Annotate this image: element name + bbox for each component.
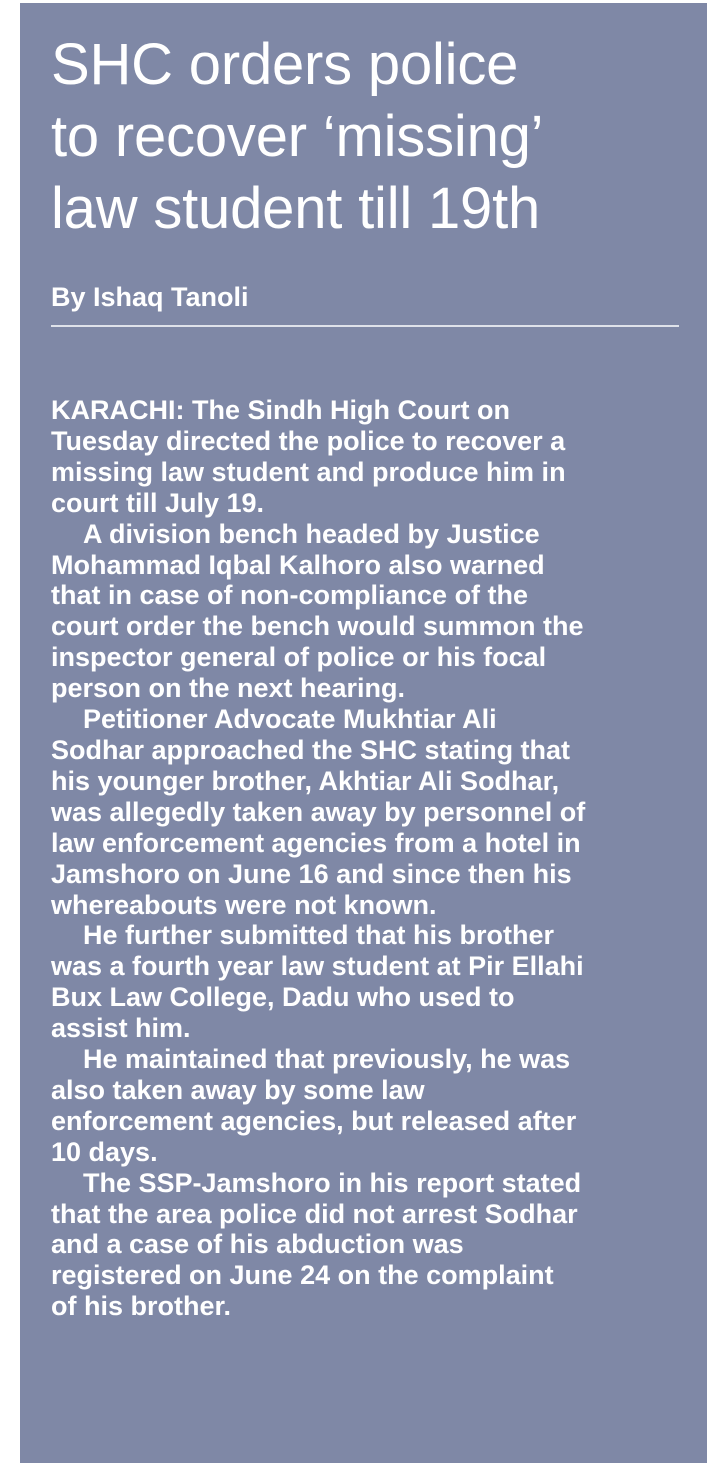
article-line: assist him.: [51, 1013, 191, 1044]
article-line: He maintained that previously, he was: [83, 1044, 571, 1075]
article-line: A division bench headed by Justice: [83, 518, 540, 549]
article-line: registered on June 24 on the complaint: [51, 1260, 554, 1291]
article-line: Bux Law College, Dadu who used to: [51, 982, 515, 1013]
headline-line: to recover ‘missing’: [51, 104, 544, 169]
article-line: inspector general of police or his focal: [51, 642, 547, 673]
article-line: that in case of non-compliance of the: [51, 580, 529, 611]
article-line: of his brother.: [51, 1291, 232, 1322]
article-line: also taken away by some law: [51, 1074, 425, 1105]
article-line: Mohammad Iqbal Kalhoro also warned: [51, 549, 545, 580]
headline-line: SHC orders police: [51, 32, 519, 97]
headline: [51, 29, 677, 245]
article-line: was a fourth year law student at Pir Ellahi: [51, 951, 584, 982]
article-line: 10 days.: [51, 1136, 158, 1167]
article-line: was allegedly taken away by personnel of: [51, 796, 586, 827]
article-line: enforcement agencies, but released after: [51, 1105, 577, 1136]
article-line: The SSP-Jamshoro in his report stated: [83, 1167, 582, 1198]
article-line: court till July 19.: [51, 487, 265, 518]
article-line: his younger brother, Akhtiar Ali Sodhar,: [51, 765, 560, 796]
article-line: that the area police did not arrest Sodhar: [51, 1198, 578, 1229]
article-line: law enforcement agencies from a hotel in: [51, 827, 581, 858]
headline-line: law student till 19th: [51, 176, 541, 241]
article-line: Sodhar approached the SHC stating that: [51, 734, 571, 765]
article-line: Jamshoro on June 16 and since then his: [51, 858, 572, 889]
article-panel: [20, 3, 707, 1463]
article-line: KARACHI: The Sindh High Court on: [51, 395, 510, 425]
article-line: missing law student and produce him in: [51, 456, 566, 487]
article-line: whereabouts were not known.: [51, 889, 437, 920]
article-line: Petitioner Advocate Mukhtiar Ali: [83, 704, 497, 735]
article-body: [51, 395, 677, 1322]
article-line: Tuesday directed the police to recover a: [51, 425, 566, 456]
article-line: and a case of his abduction was: [51, 1229, 464, 1260]
byline: By Ishaq Tanoli: [51, 281, 679, 327]
article-line: court order the bench would summon the: [51, 611, 584, 642]
article-line: He further submitted that his brother: [83, 920, 555, 951]
article-line: person on the next hearing.: [51, 673, 406, 704]
